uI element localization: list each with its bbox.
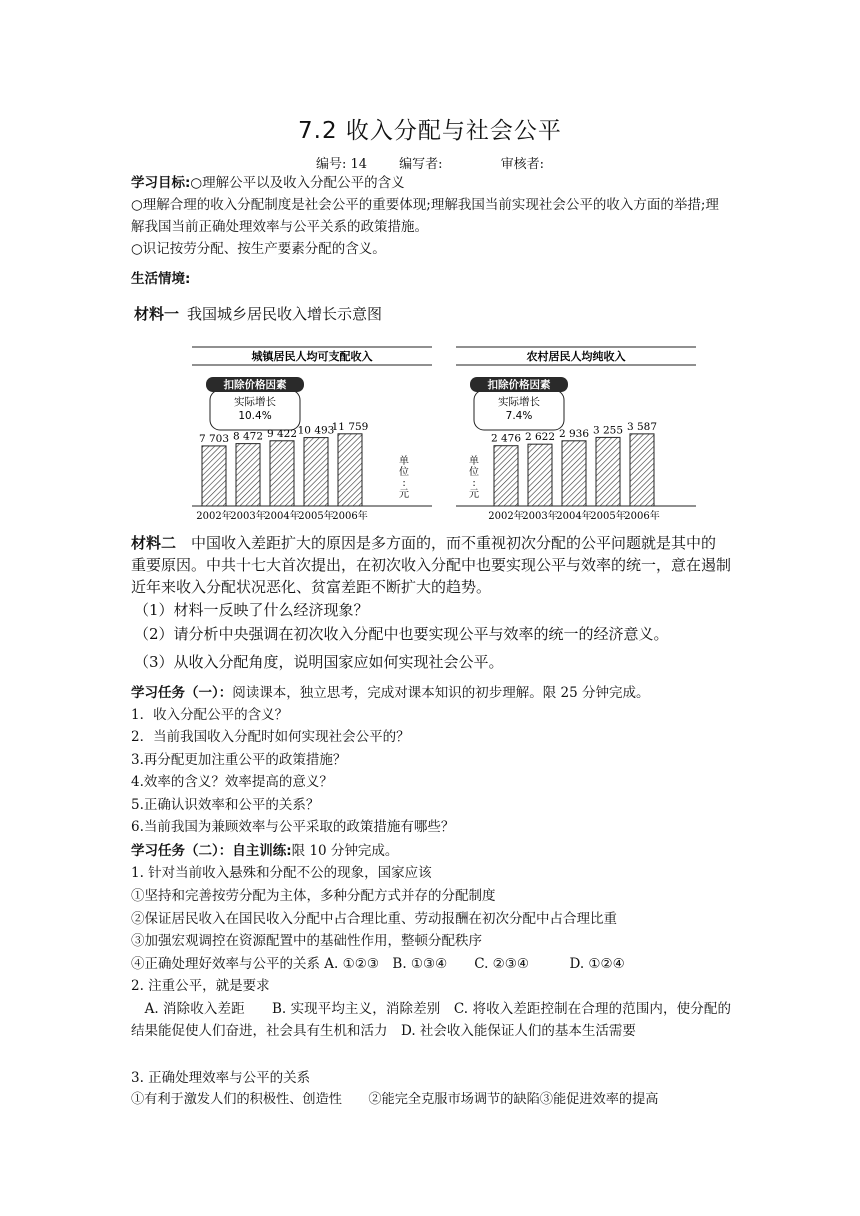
task1-item: 3.再分配更加注重公平的政策措施？ <box>131 752 347 768</box>
task2-q1-stem: 1. 针对当前收入悬殊和分配不公的现象，国家应该 <box>131 865 432 881</box>
bar-value-label: 10 493 <box>297 424 335 437</box>
task2-q1-option: ①坚持和完善按劳分配为主体，多种分配方式并存的分配制度 <box>131 888 496 904</box>
material1-label: 材料一 <box>134 305 180 323</box>
bar-value-label: 2 622 <box>524 431 556 444</box>
task1-label: 学习任务（一）： <box>131 685 233 701</box>
badge-line1: 实际增长 <box>498 396 540 408</box>
question-1: （1）材料一反映了什么经济现象？ <box>134 601 369 619</box>
doc-reviewer: 审核者: <box>500 157 545 172</box>
badge-title: 扣除价格因素 <box>223 379 287 391</box>
bar-value-label: 2 476 <box>490 432 522 445</box>
objectives-line-1 <box>131 172 405 194</box>
bar <box>528 444 552 506</box>
x-tick-label: 2002年 <box>196 511 232 522</box>
badge-title: 扣除价格因素 <box>487 379 551 391</box>
x-tick-label: 2004年 <box>264 511 300 522</box>
doc-number: 编号: 14 <box>315 157 367 172</box>
bar-value-label: 9 422 <box>266 427 298 440</box>
x-tick-label: 2006年 <box>624 511 660 522</box>
task1-item: 5.正确认识效率和公平的关系？ <box>131 797 320 813</box>
task2-q1-option: ④正确处理好效率与公平的关系 A. ①②③ B. ①③④ C. ②③④ D. ①②④ <box>131 956 625 972</box>
task1-item: 4.效率的含义？效率提高的意义？ <box>131 774 333 790</box>
material1-text: 我国城乡居民收入增长示意图 <box>187 305 383 323</box>
task2-q2-options: A. 消除收入差距 B. 实现平均主义，消除差别 C. 将收入差距控制在合理的范围内，使分配的结果能促使人们奋进，社会具有生机和活力 D. 社会收入能保证人们的基本生活需要 <box>131 1001 731 1039</box>
rural-income-chart <box>456 344 696 524</box>
x-tick-label: 2002年 <box>488 511 524 522</box>
objective-1: ○理解公平以及收入分配公平的含义 <box>190 175 405 191</box>
unit-label-char: 位 <box>399 467 409 478</box>
unit-label-char: 位 <box>469 467 479 478</box>
task1-desc: 阅读课本，独立思考，完成对课本知识的初步理解。限 25 分钟完成。 <box>232 685 650 701</box>
urban-income-chart <box>192 344 432 524</box>
bar <box>630 434 654 506</box>
unit-label-char: 元 <box>469 489 479 500</box>
objectives-label: 学习目标: <box>131 175 191 191</box>
bar <box>202 446 226 506</box>
x-tick-label: 2004年 <box>556 511 592 522</box>
doc-writer: 编写者: <box>399 157 443 172</box>
x-tick-label: 2003年 <box>230 511 266 522</box>
badge-line1: 实际增长 <box>234 396 276 408</box>
badge-line2: 7.4% <box>505 410 533 422</box>
bar <box>236 444 260 506</box>
unit-label-char: 单 <box>469 456 479 467</box>
bar <box>494 446 518 506</box>
material1-heading <box>134 303 382 324</box>
life-situation-heading: 生活情境: <box>131 271 191 287</box>
task1-heading <box>131 682 650 704</box>
question-3: （3）从收入分配角度，说明国家应如何实现社会公平。 <box>134 653 504 671</box>
x-tick-label: 2005年 <box>298 511 334 522</box>
task2-q1-option: ③加强宏观调控在资源配置中的基础性作用，整顿分配秩序 <box>131 933 482 949</box>
material2-label: 材料二 <box>131 534 177 552</box>
urban-income-chart-svg <box>192 344 432 524</box>
bar-value-label: 3 255 <box>592 424 624 437</box>
unit-label-char: 元 <box>399 489 409 500</box>
material2-text: 中国收入差距扩大的原因是多方面的，而不重视初次分配的公平问题就是其中的重要原因。中共十七大首次提出，在初次收入分配中也要实现公平与效率的统一，意在遏制近年来收入分配状况恶化、贫富差距不断扩大的趋势。 <box>131 534 732 596</box>
bar-value-label: 11 759 <box>331 420 369 433</box>
task2-q2-stem: 2. 注重公平，就是要求 <box>131 978 270 994</box>
x-tick-label: 2003年 <box>522 511 558 522</box>
bar <box>596 437 620 506</box>
bar-value-label: 8 472 <box>232 430 264 443</box>
page-title: 7.2 收入分配与社会公平 <box>298 118 562 144</box>
task1-item: 6.当前我国为兼顾效率与公平采取的政策措施有哪些？ <box>131 819 455 835</box>
chart-title: 农村居民人均纯收入 <box>526 350 626 363</box>
x-tick-label: 2006年 <box>332 511 368 522</box>
badge-line2: 10.4% <box>238 410 272 422</box>
meta-line <box>0 153 860 172</box>
objective-3: ○识记按劳分配、按生产要素分配的含义。 <box>131 241 386 257</box>
task2-desc: 限 10 分钟完成。 <box>291 843 399 859</box>
bar-value-label: 2 936 <box>558 427 590 440</box>
unit-label-char: 单 <box>399 456 409 467</box>
material2-paragraph <box>131 532 731 598</box>
bar <box>338 434 362 506</box>
question-2: （2）请分析中央强调在初次收入分配中也要实现公平与效率的统一的经济意义。 <box>134 625 669 643</box>
task2-q3-stem: 3. 正确处理效率与公平的关系 <box>131 1070 311 1086</box>
bar <box>304 438 328 506</box>
chart-title: 城镇居民人均可支配收入 <box>251 350 373 363</box>
task2-label: 学习任务（二）：自主训练: <box>131 843 292 859</box>
task1-item: 2．当前我国收入分配时如何实现社会公平的？ <box>131 729 410 745</box>
x-tick-label: 2005年 <box>590 511 626 522</box>
bar-value-label: 3 587 <box>626 420 658 433</box>
unit-label-char: : <box>402 478 406 489</box>
bar <box>562 441 586 506</box>
bar <box>270 441 294 506</box>
task2-heading <box>131 840 398 862</box>
task1-item: 1．收入分配公平的含义？ <box>131 707 289 723</box>
rural-income-chart-svg <box>456 344 696 524</box>
bar-value-label: 7 703 <box>198 432 230 445</box>
objective-2: ○理解合理的收入分配制度是社会公平的重要体现;理解我国当前实现社会公平的收入方面的举措;理解我国当前正确处理效率与公平关系的政策措施。 <box>131 197 719 235</box>
task2-q1-option: ②保证居民收入在国民收入分配中占合理比重、劳动报酬在初次分配中占合理比重 <box>131 911 617 927</box>
unit-label-char: : <box>472 478 476 489</box>
task2-q3-options: ①有利于激发人们的积极性、创造性 ②能完全克服市场调节的缺陷③能促进效率的提高 <box>131 1092 659 1107</box>
